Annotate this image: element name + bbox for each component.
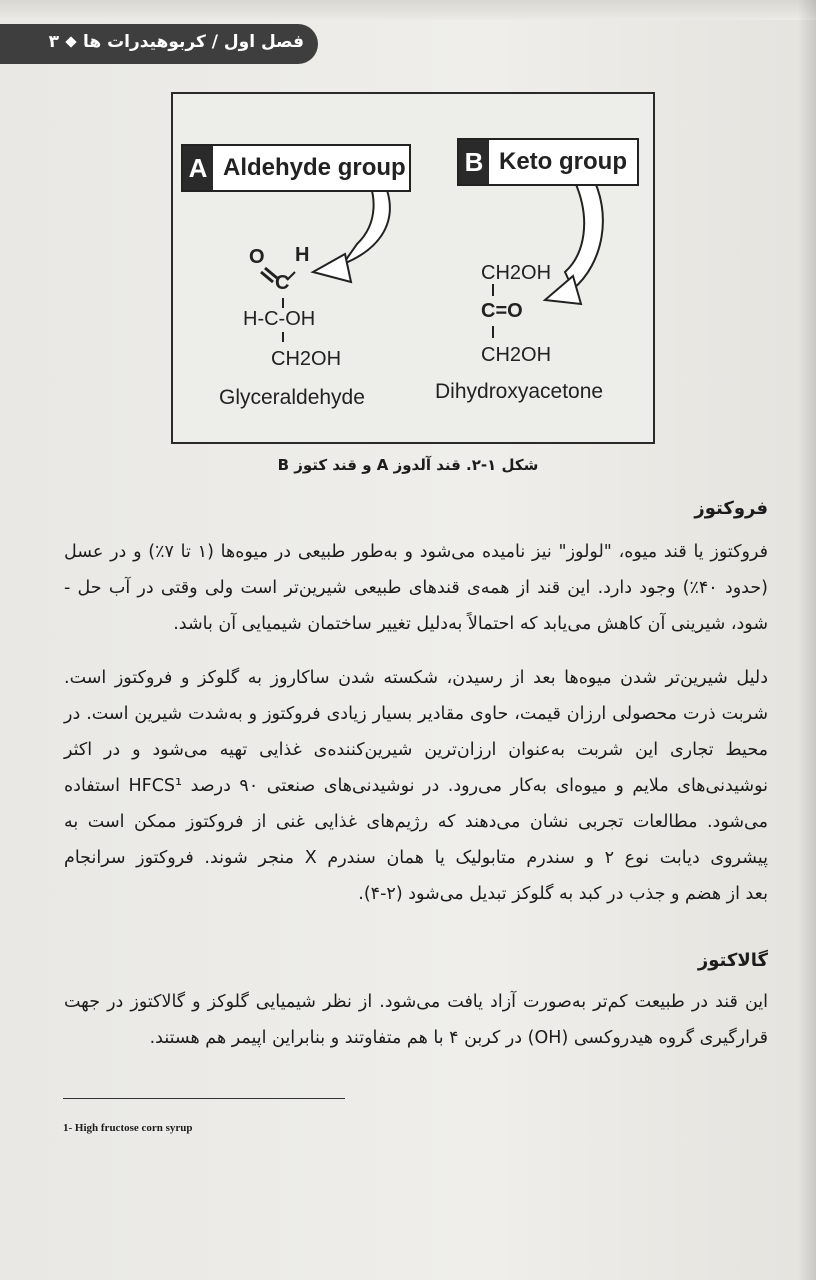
text-line: دلیل شیرین‌تر شدن میوه‌ها بعد از رسیدن، شکسته شدن ساکاروز به گلوکز و فروکتوز است.: [64, 668, 768, 688]
text-line: پیشروی دیابت نوع ۲ و سندرم متابولیک یا همان سندرم X منجر شوند. فروکتوز سرانجام: [64, 848, 768, 868]
atom-o: O: [249, 246, 265, 268]
heading-fructose: فروکتوز: [694, 498, 768, 519]
dihydroxyacetone-middle: C=O: [481, 300, 523, 322]
arrow-a-head: [313, 254, 351, 282]
text-line: محیط تجاری این شربت به‌عنوان ارزان‌ترین شیرین‌کننده‌ی غذایی تهیه می‌شود و در اکثر: [64, 740, 768, 760]
panel-letter-b: B: [459, 140, 489, 184]
page-binding-shadow: [798, 0, 816, 1280]
text-line: (حدود ۴۰٪) وجود دارد. این قند از همه‌ی قندهای طبیعی شیرین‌تر است ولی وقتی در آب حل -: [64, 578, 768, 598]
arrow-b-body: [565, 174, 603, 289]
text-line: شربت ذرت محصولی ارزان قیمت، حاوی مقادیر بسیار زیادی فروکتوز و به‌شدت شیرین است. در: [64, 704, 768, 724]
text-line: می‌شود. مطالعات تجربی نشان می‌دهند که رژیم‌های غذایی غنی از فروکتوز ممکن است به: [64, 812, 768, 832]
text-line: شود، شیرینی آن کاهش می‌یابد که احتمالاً به‌دلیل تغییر ساختمان شیمیایی آن باشد.: [173, 614, 768, 634]
galactose-paragraph: [64, 984, 768, 1056]
text-line: نوشیدنی‌های ملایم و میوه‌ای به‌کار می‌رود. در نوشیدنی‌های صنعتی ۹۰ درصد HFCS¹ استفاده: [64, 776, 769, 796]
text-line: این قند در طبیعت کم‌تر به‌صورت آزاد یافت می‌شود. از نظر شیمیایی گلوکز و گالاکتوز در جهت: [64, 992, 768, 1012]
aldehyde-group-tag: [181, 144, 411, 192]
dihydroxyacetone-name: Dihydroxyacetone: [435, 380, 604, 403]
chapter-header-text: [49, 32, 304, 52]
text-line: قرارگیری گروه هیدروکسی (OH) در کربن ۴ با هم متفاوتند و بنابراین اپیمر هم هستند.: [149, 1028, 768, 1048]
figure-aldose-ketose: [171, 92, 655, 444]
page-number: ۳: [48, 32, 59, 52]
glyceraldehyde-name: Glyceraldehyde: [219, 386, 365, 409]
chapter-title: فصل اول / کربوهیدرات ها: [83, 32, 304, 52]
aldehyde-group-label: Aldehyde group: [223, 154, 406, 181]
atom-h: H: [295, 244, 310, 266]
glyceraldehyde-middle: H-C-OH: [243, 308, 316, 330]
keto-group-tag: [457, 138, 639, 186]
footnote-text: 1- High fructose corn syrup: [63, 1122, 193, 1134]
dihydroxyacetone-top: CH2OH: [481, 262, 552, 284]
text-line: فروکتوز یا قند میوه، "لولوز" نیز نامیده می‌شود و به‌طور طبیعی در میوه‌ها (۱ تا ۷٪) و در عسل: [64, 542, 768, 562]
page-top-edge: [0, 0, 816, 20]
atom-c: C: [275, 272, 290, 294]
diamond-icon: [65, 36, 76, 47]
glyceraldehyde-bottom: CH2OH: [271, 348, 342, 370]
fructose-paragraph-2: [64, 660, 768, 912]
panel-letter-a: A: [183, 146, 213, 190]
text-line: بعد از هضم و جذب در کبد به گلوکز تبدیل می‌شود (۲-۴).: [358, 884, 768, 904]
footnote-divider: [63, 1098, 345, 1099]
keto-group-label: Keto group: [499, 148, 627, 175]
dihydroxyacetone-bottom: CH2OH: [481, 344, 552, 366]
fructose-paragraph-1: [64, 534, 768, 642]
figure-caption: شکل ۱-۲. قند آلدوز A و قند کتوز B: [277, 456, 539, 474]
heading-galactose: گالاکتوز: [697, 950, 768, 971]
chapter-header: [0, 24, 318, 64]
